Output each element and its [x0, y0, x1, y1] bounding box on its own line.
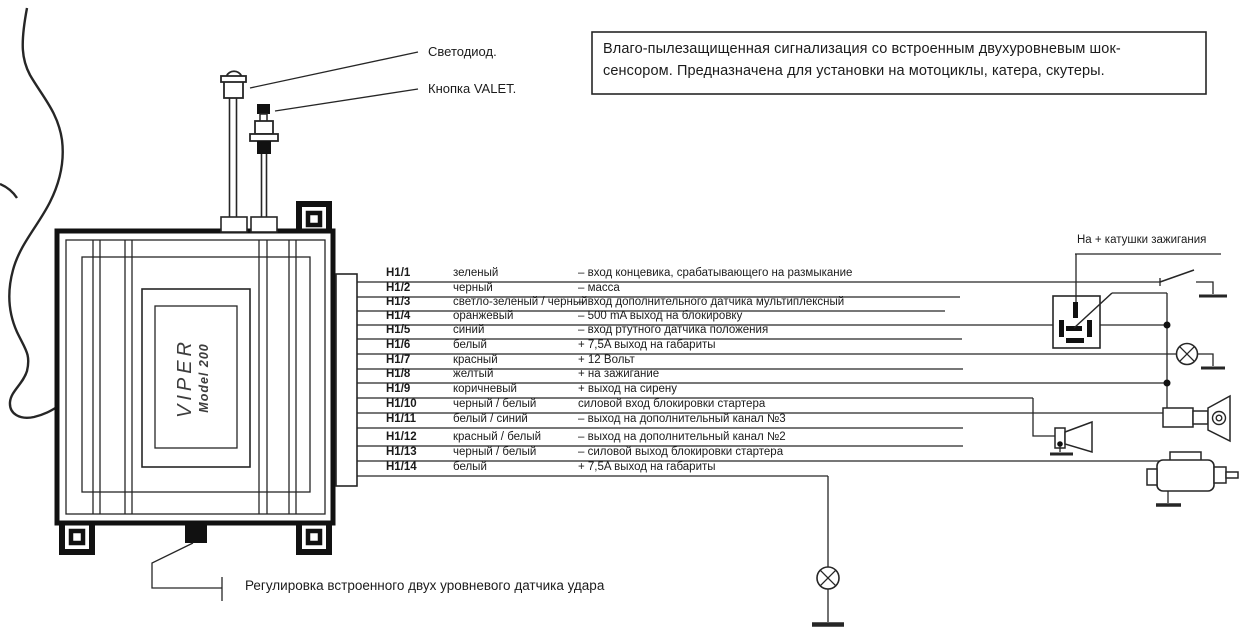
wire-color: белый	[453, 339, 487, 351]
table-row	[0, 461, 1250, 476]
pin-label: H1/3	[386, 296, 411, 308]
led-icon	[221, 71, 247, 232]
wire-color: красный	[453, 354, 498, 366]
shock-adjust-label: Регулировка встроенного двух уровневого датчика удара	[245, 578, 605, 593]
pin-label: H1/14	[386, 461, 417, 473]
wire-color: желтый	[453, 368, 494, 380]
pin-label: H1/4	[386, 310, 411, 322]
wire-color: коричневый	[453, 383, 517, 395]
wire-function: – вход ртутного датчика положения	[578, 324, 769, 336]
table-row	[0, 413, 1250, 428]
table-row	[0, 324, 1250, 339]
shock-adjust-tab	[152, 523, 222, 601]
wire-function: + 7,5A выход на габариты	[578, 461, 716, 473]
wire-color: оранжевый	[453, 310, 514, 322]
table-row	[0, 339, 1250, 354]
wire-function: – силовой выход блокировки стартера	[578, 446, 784, 458]
wire-function: – вход концевика, срабатывающего на размыкание	[578, 267, 853, 279]
table-row	[0, 310, 1250, 325]
table-row	[0, 446, 1250, 461]
led-label: Светодиод.	[428, 44, 497, 59]
wire-function: + выход на сирену	[578, 383, 677, 395]
table-row	[0, 431, 1250, 446]
wire-function: + 7,5A выход на габариты	[578, 339, 716, 351]
pin-label: H1/12	[386, 431, 417, 443]
wire-function: + 12 Вольт	[578, 354, 635, 366]
unit-brand: VIPER	[174, 337, 196, 419]
valet-button-icon	[250, 104, 278, 232]
wire-function: + на зажигание	[578, 368, 660, 380]
pin-label: H1/2	[386, 282, 411, 294]
valet-label: Кнопка VALET.	[428, 81, 517, 96]
wire-color: синий	[453, 324, 485, 336]
pin-label: H1/13	[386, 446, 417, 458]
pin-label: H1/6	[386, 339, 411, 351]
info-box-line1: Влаго-пылезащищенная сигнализация со встроенным двухуровневым шок-	[603, 41, 1121, 57]
pin-label: H1/7	[386, 354, 411, 366]
info-box-line2: сенсором. Предназначена для установки на мотоциклы, катера, скутеры.	[603, 63, 1105, 79]
wire-function: силовой вход блокировки стартера	[578, 398, 766, 410]
wire-color: черный	[453, 282, 493, 294]
pin-label: H1/5	[386, 324, 411, 336]
table-row	[0, 354, 1250, 369]
pin-label: H1/1	[386, 267, 411, 279]
pin-label: H1/8	[386, 368, 411, 380]
wire-color: белый / синий	[453, 413, 528, 425]
ignition-coil-label: На + катушки зажигания	[1077, 234, 1207, 246]
wire-function: – выход на дополнительный канал №2	[578, 431, 786, 443]
pin-label: H1/11	[386, 413, 417, 425]
wire-color: белый	[453, 461, 487, 473]
wire-function: – 500 mA выход на блокировку	[578, 310, 743, 322]
table-row	[0, 368, 1250, 383]
wire-color: светло-зеленый / черный	[453, 296, 588, 308]
wire-function: – масса	[578, 282, 620, 294]
wire-color: черный / белый	[453, 446, 537, 458]
pin-label: H1/9	[386, 383, 411, 395]
wire-function: – вход дополнительного датчика мультиплексный	[578, 296, 845, 308]
wire-color: зеленый	[453, 267, 499, 279]
table-row	[0, 267, 1250, 282]
lamp-bottom-icon	[812, 476, 844, 625]
wire-function: – выход на дополнительный канал №3	[578, 413, 786, 425]
pin-label: H1/10	[386, 398, 417, 410]
unit-model: Model 200	[197, 343, 211, 413]
wire-color: красный / белый	[453, 431, 542, 443]
wire-color: черный / белый	[453, 398, 537, 410]
table-row	[0, 282, 1250, 297]
table-row	[0, 398, 1250, 413]
leader-lines	[250, 52, 418, 111]
table-row	[0, 383, 1250, 398]
table-row	[0, 296, 1250, 311]
